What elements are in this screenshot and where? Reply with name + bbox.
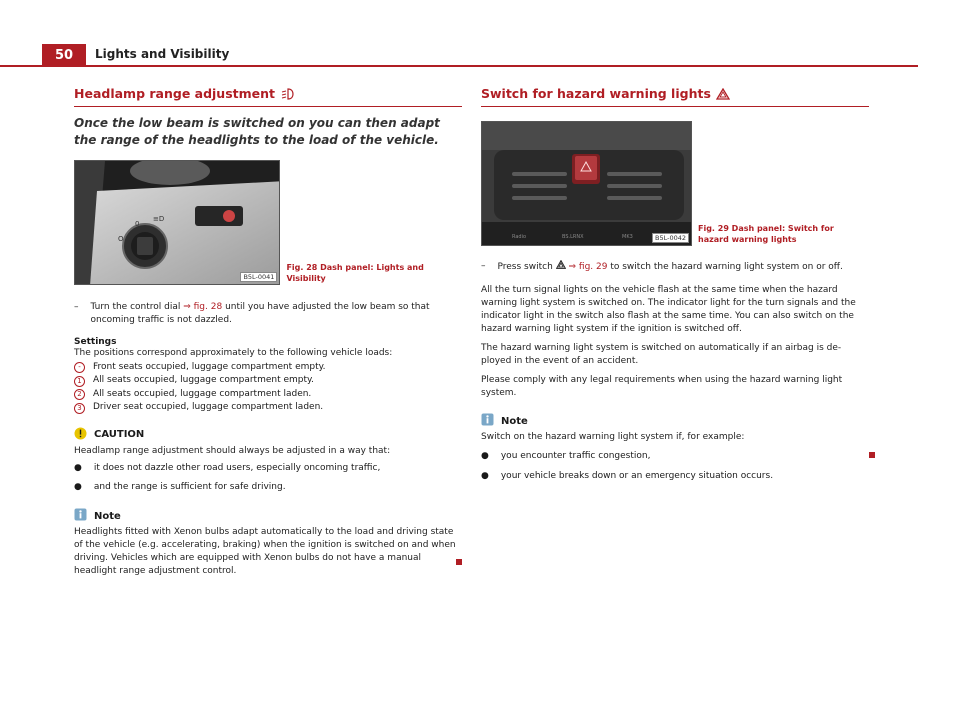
note-label: Note xyxy=(94,510,121,522)
paragraph: Please comply with any legal requirements when using the hazard warning light system. xyxy=(481,375,843,399)
note-text: Switch on the hazard warning light system if, for example: xyxy=(481,432,745,443)
position-number: 1 xyxy=(74,376,85,387)
svg-text:BS.LRNX: BS.LRNX xyxy=(562,234,584,240)
list-item xyxy=(74,401,462,415)
bullet-icon: ● xyxy=(481,451,489,462)
figure-code: B5L-0042 xyxy=(652,233,689,243)
instruction-step xyxy=(74,301,462,327)
headlamp-range-title: Headlamp range adjustment xyxy=(74,86,276,101)
figure-caption: Fig. 28 Dash panel: Lights and Visibility xyxy=(286,263,424,283)
caution-bullet: it does not dazzle other road users, especially oncoming traffic, xyxy=(93,462,381,473)
list-item xyxy=(74,388,462,402)
list-item xyxy=(481,450,869,463)
headlamp-range-icon xyxy=(280,88,294,100)
hazard-switch-icon xyxy=(556,262,566,272)
hazard-heading xyxy=(481,86,869,107)
paragraph: All the turn signal lights on the vehicle flash at the same time when the hazard warning light system is switched on. The indicator light for the turn signals and the indicator light in the switch also flash at the same time. You can also switch on the hazard warning light system if the ignition is switched off. xyxy=(481,285,856,335)
note-label: Note xyxy=(501,415,528,427)
settings-intro: The positions correspond approximately to the following vehicle loads: xyxy=(74,347,393,358)
left-column xyxy=(74,86,462,578)
step-text-after: to switch the hazard warning light system on or off. xyxy=(607,262,843,272)
note-bullet: you encounter traffic congestion, xyxy=(500,451,651,462)
right-column xyxy=(481,86,869,483)
caution-bullet: and the range is sufficient for safe driving. xyxy=(93,482,286,493)
list-item xyxy=(74,361,462,375)
positions-list xyxy=(74,361,462,415)
intro-text: Once the low beam is switched on you can then adapt the range of the headlights to the load of the vehicle. xyxy=(74,116,440,148)
svg-text:Radio: Radio xyxy=(512,234,527,240)
note-bullet: your vehicle breaks down or an emergency situation occurs. xyxy=(500,470,774,481)
instruction-step xyxy=(481,260,869,274)
step-text-after: until you have adjusted the low beam so that oncoming traffic is not dazzled. xyxy=(90,301,430,325)
paragraph: The hazard warning light system is switched on automatically if an airbag is de-ployed in the event of an accident. xyxy=(481,343,842,367)
figure-code: B5L-0041 xyxy=(240,272,277,282)
position-text: All seats occupied, luggage compartment laden. xyxy=(93,388,312,399)
svg-text:0: 0 xyxy=(135,219,140,228)
svg-text:≡D: ≡D xyxy=(153,214,165,223)
note-heading xyxy=(481,413,869,429)
list-item xyxy=(74,481,462,494)
step-dash: – xyxy=(74,301,79,312)
note-info-icon xyxy=(481,413,494,429)
section-title: Lights and Visibility xyxy=(95,47,230,61)
figure-28 xyxy=(74,160,462,285)
section-end-icon xyxy=(456,559,462,565)
headlamp-range-heading xyxy=(74,86,462,107)
step-text-before: Press switch xyxy=(497,262,556,272)
step-text xyxy=(91,301,463,327)
list-item xyxy=(481,470,869,483)
light-switch-photo xyxy=(74,160,280,285)
section-end-icon xyxy=(869,452,875,458)
caution-heading xyxy=(74,427,462,443)
bullet-icon: ● xyxy=(481,470,489,481)
figure-29 xyxy=(481,121,869,246)
position-number: - xyxy=(74,362,85,373)
settings-heading: Settings xyxy=(74,336,117,347)
hazard-switch-photo xyxy=(481,121,692,246)
list-item xyxy=(74,462,462,475)
caution-icon xyxy=(74,427,87,443)
hazard-triangle-icon xyxy=(716,88,730,100)
position-number: 3 xyxy=(74,403,85,414)
step-dash: – xyxy=(481,261,486,271)
caution-label: CAUTION xyxy=(94,429,145,441)
bullet-icon: ● xyxy=(74,482,82,493)
bullet-icon: ● xyxy=(74,462,82,473)
note-info-icon xyxy=(74,508,87,524)
note-text: Headlights fitted with Xenon bulbs adapt automatically to the load and driving state of the vehicle (e.g. accelerating, braking) when the ignition is switched on and when driving. Vehicles which are equipped with Xenon bulbs do not have a manual headlight range adjustment control. xyxy=(74,527,456,577)
step-text-before: Turn the control dial xyxy=(90,301,184,312)
svg-text:O: O xyxy=(118,234,124,243)
figure-caption: Fig. 29 Dash panel: Switch for hazard warning lights xyxy=(698,224,834,245)
caution-text: Headlamp range adjustment should always be adjusted in a way that: xyxy=(74,445,391,456)
position-number: 2 xyxy=(74,389,85,400)
figure-link[interactable]: ⇒ fig. 28 xyxy=(183,301,223,312)
page-number: 50 xyxy=(42,44,86,67)
position-text: Driver seat occupied, luggage compartment laden. xyxy=(93,402,324,413)
hazard-title: Switch for hazard warning lights xyxy=(481,86,711,101)
note-heading xyxy=(74,508,462,524)
step-text xyxy=(498,260,843,274)
svg-text:MK3: MK3 xyxy=(622,234,633,240)
list-item xyxy=(74,374,462,388)
figure-link[interactable]: ⇒ fig. 29 xyxy=(568,262,608,272)
position-text: Front seats occupied, luggage compartment empty. xyxy=(93,361,326,372)
position-text: All seats occupied, luggage compartment empty. xyxy=(93,375,314,386)
